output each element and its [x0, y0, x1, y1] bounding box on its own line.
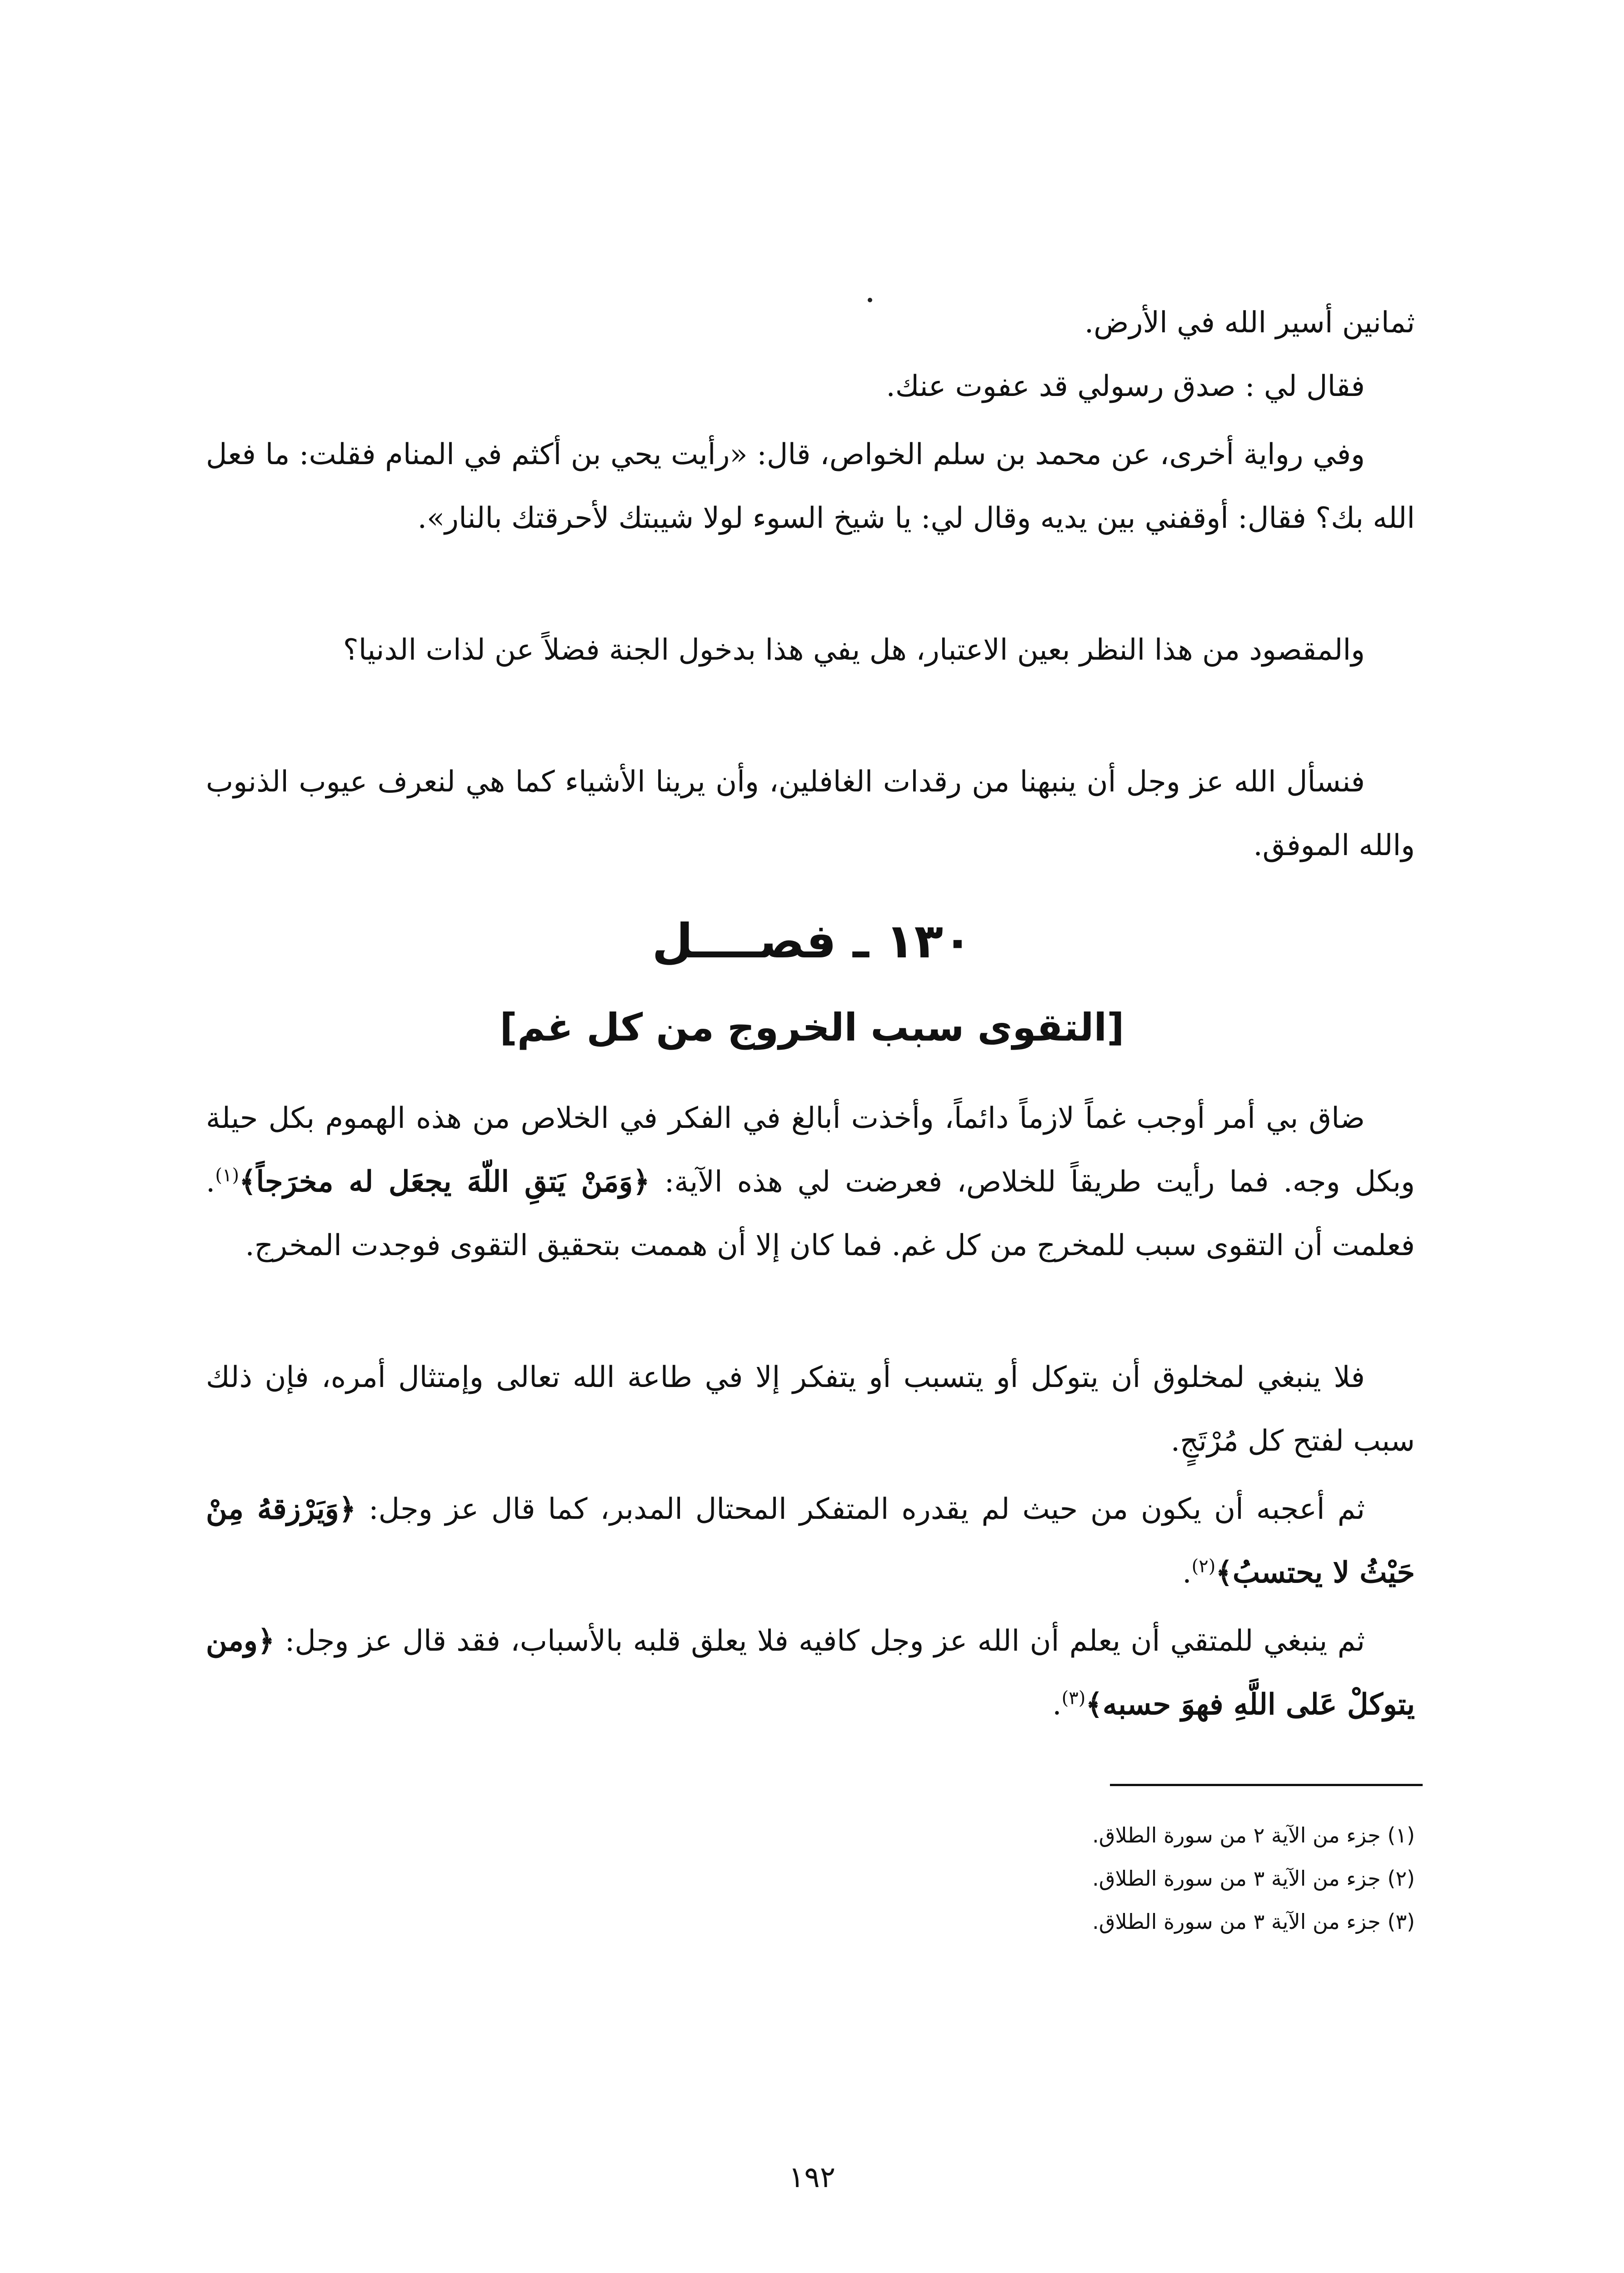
- paragraph-8-text-a: ثم أعجبه أن يكون من حيث لم يقدره المتفكر المحتال المدبر، كما قال عز وجل:: [356, 1492, 1365, 1526]
- paragraph-5: فنسأل الله عز وجل أن ينبهنا من رقدات الغافلين، وأن يرينا الأشياء كما هي لنعرف عيوب الذنوب والله الموفق.: [206, 765, 1415, 862]
- paragraph-4: والمقصود من هذا النظر بعين الاعتبار، هل يفي هذا بدخول الجنة فضلاً عن لذات الدنيا؟: [343, 633, 1365, 667]
- quran-verse-1: ﴿وَمَنْ يَتقِ اللّهَ يجعَل له مخرَجاً﴾: [239, 1165, 650, 1199]
- quran-verse-2: ﴿وَيَرْزقهُ مِنْ حَيْثُ لا يحتسبُ﴾: [206, 1492, 1415, 1590]
- paragraph-2: فقال لي : صدق رسولي قد عفوت عنك.: [886, 370, 1365, 403]
- paragraph-7: فلا ينبغي لمخلوق أن يتوكل أو يتسبب أو يتفكر إلا في طاعة الله تعالى وإمتثال أمره، فإن ذلك سبب لفتح كل مُرْتَجٍ.: [206, 1361, 1415, 1458]
- footnote-ref-3: (٣): [1061, 1687, 1086, 1709]
- footnote-ref-1: (١): [215, 1165, 240, 1186]
- paragraph-6-text-b: . فعلمت أن التقوى سبب للمخرج من كل غم. فما كان إلا أن هممت بتحقيق التقوى فوجدت المخرج.: [206, 1165, 1415, 1262]
- paragraph-9: [206, 1609, 1415, 1737]
- paragraph-6-text-a: ضاق بي أمر أوجب غماً لازماً دائماً، وأخذت أبالغ في الفكر في الخلاص من هذه الهموم بكل حيلة وبكل وجه. فما رأيت طريقاً للخلاص، فعرضت لي هذه الآية:: [206, 1101, 1415, 1199]
- paragraph-3: وفي رواية أخرى، عن محمد بن سلم الخواص، قال: «رأيت يحي بن أكثم في المنام فقلت: ما فعل الله بك؟ فقال: أوقفني بين يديه وقال لي: يا شيخ السوء لولا شيبتك لأحرقتك بالنار».: [206, 438, 1415, 535]
- footnote-divider: [1110, 1784, 1423, 1786]
- footnote-3: (٣) جزء من الآية ٣ من سورة الطلاق.: [1092, 1909, 1415, 1934]
- footnotes-list: [206, 1814, 1415, 1943]
- paragraph-1: ثمانين أسير الله في الأرض.: [1084, 306, 1415, 340]
- paragraph-8: [206, 1477, 1415, 1605]
- paragraph-9-text-a: ثم ينبغي للمتقي أن يعلم أن الله عز وجل كافيه فلا يعلق قلبه بالأسباب، فقد قال عز وجل:: [275, 1624, 1365, 1658]
- paragraph-6: [206, 1086, 1415, 1277]
- page-number: ١٩٢: [788, 2161, 836, 2194]
- footnote-ref-2: (٢): [1191, 1556, 1216, 1577]
- paragraph-8-text-b: .: [1182, 1556, 1192, 1590]
- section-subtitle: [التقوى سبب الخروج من كل غم]: [500, 1005, 1124, 1050]
- quran-verse-3: ﴿ومن يتوكلْ عَلى اللَّهِ فهوَ حسبه﴾: [206, 1624, 1415, 1722]
- footnote-1: (١) جزء من الآية ٢ من سورة الطلاق.: [1092, 1823, 1415, 1847]
- section-heading: ١٣٠ ـ فصــــل: [652, 913, 972, 969]
- paragraph-9-text-b: .: [1052, 1688, 1062, 1722]
- footnote-2: (٢) جزء من الآية ٣ من سورة الطلاق.: [1092, 1866, 1415, 1891]
